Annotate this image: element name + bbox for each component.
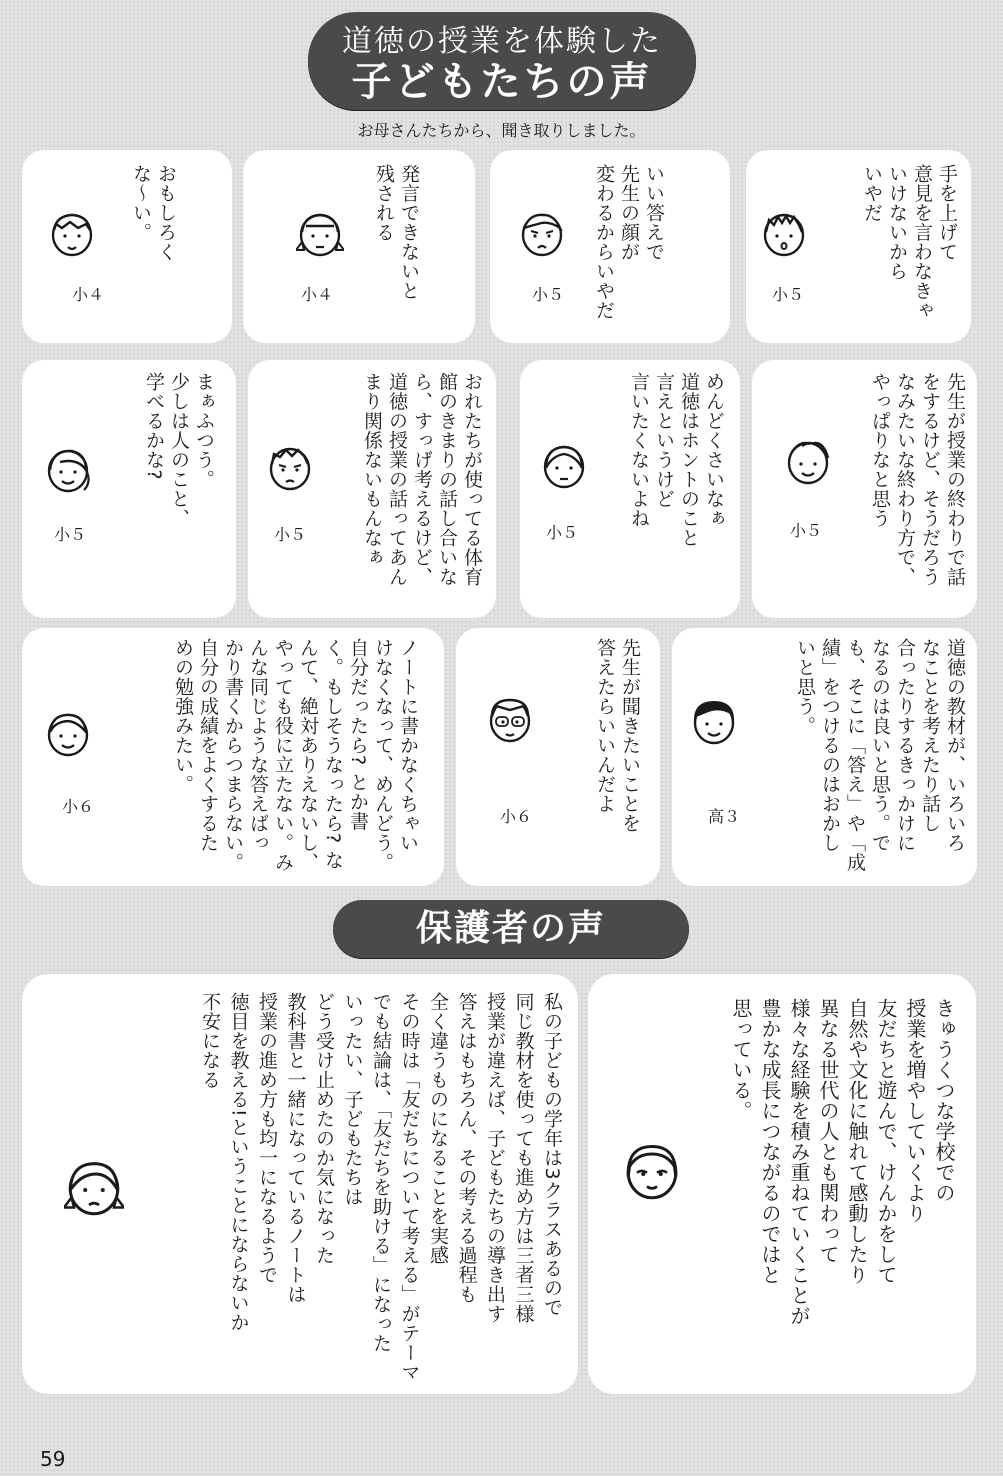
child-face-icon	[540, 438, 588, 490]
grade-label: 小５	[790, 521, 823, 540]
grade-label: 小５	[54, 525, 87, 544]
parent-face-icon	[622, 1136, 682, 1202]
grade-label: 小６	[500, 807, 533, 826]
title-line2: 子どもたちの声	[351, 59, 653, 105]
child-card	[456, 628, 660, 886]
parents-banner	[333, 900, 689, 958]
child-face-icon	[518, 206, 566, 258]
child-face-icon	[48, 206, 96, 258]
title-line1: 道徳の授業を体験した	[342, 24, 662, 59]
child-comment: 道徳の教材が、いろいろ なことを考えたり話し 合ったりするきっかけに なるのは良いと思う。で も、そこに「答え」や「成 績」をつけるのはおかし いと思う。	[794, 638, 966, 872]
child-comment: おれたちが使ってる体育 館のきまりの話し合いな ら、すっげ考えるけど、 道徳の授業の話ってあん まり関係ないもんなぁ	[361, 372, 483, 587]
child-face-icon	[486, 692, 534, 744]
parent-comment: 私の子どもの学年は3クラスあるので 同じ教材を使っても進め方は三者三様 授業が違えば、子どもたちの導き出す 答えはもちろん、その考える過程も 全く違うものになることを実感 その時は「友だちについて考える」がテーマ でも結論は、「友だちを助ける」になった いったい、子どもたちは どう受け止めたのか気になった 教科書と一緒になっているノートは 授業の進め方も均一になるようで 徳目を教える!ということにならないか 不安になる	[199, 992, 563, 1382]
parents-title: 保護者の声	[415, 908, 606, 949]
child-face-icon	[44, 442, 92, 494]
child-comment: 発言できないと 残される	[373, 164, 420, 301]
child-comment: いい答えで 先生の顔が 変わるからいやだ	[593, 164, 665, 320]
child-comment: おもしろく な〜い。	[130, 164, 177, 262]
page-number: 59	[40, 1447, 66, 1471]
parent-comment: きゅうくつな学校での 授業を増やしていくより 友だちと遊んで、けんかをして 自然や文化に触れて感動したり 異なる世代の人とも関わって 様々な経験を積み重ねていくことが 豊かな成長につながるのではと 思っている。	[729, 998, 956, 1326]
child-comment: 先生が聞きたいことを 答えたらいいんだよ	[594, 638, 641, 833]
grade-label: 高３	[708, 807, 741, 826]
child-face-icon	[296, 206, 344, 258]
grade-label: 小５	[546, 523, 579, 542]
child-face-icon	[266, 440, 314, 492]
child-face-icon	[44, 706, 92, 758]
grade-label: 小６	[62, 797, 95, 816]
grade-label: 小５	[772, 285, 805, 304]
grade-label: 小４	[301, 285, 334, 304]
grade-label: 小５	[532, 285, 565, 304]
child-comment: ノートに書かなくちゃい けなくなって、めんどう。 自分だったら? とか書 く。もしそうなったら? な んて、絶対ありえないし、 やっても役に立たない。み んな同じような答えばっ かり書くからつまらない。 自分の成績をよくするた めの勉強みたい。	[172, 638, 419, 872]
child-comment: まぁふつう。 少しは人のこと、 学べるかな?	[143, 372, 215, 528]
child-comment: めんどくさいなぁ 道徳はホントのこと 言えというけど 言いたくないよね	[628, 372, 725, 548]
child-card	[752, 360, 977, 618]
child-comment: 先生が授業の終わりで話 をするけど、そうだろう なみたいな終わり方で、 やっぱりなと思う	[869, 372, 966, 587]
grade-label: 小４	[72, 285, 105, 304]
subtitle: お母さんたちから、聞き取りしました。	[357, 121, 646, 140]
title-banner	[308, 12, 696, 110]
child-card	[243, 150, 475, 343]
child-card	[672, 628, 977, 886]
child-face-icon	[784, 434, 832, 486]
child-comment: 手を上げて 意見を言わなきゃ いけないから いやだ	[861, 164, 958, 320]
parent-face-icon	[64, 1152, 124, 1218]
child-face-icon	[690, 694, 738, 746]
grade-label: 小５	[274, 525, 307, 544]
child-face-icon	[760, 206, 808, 258]
